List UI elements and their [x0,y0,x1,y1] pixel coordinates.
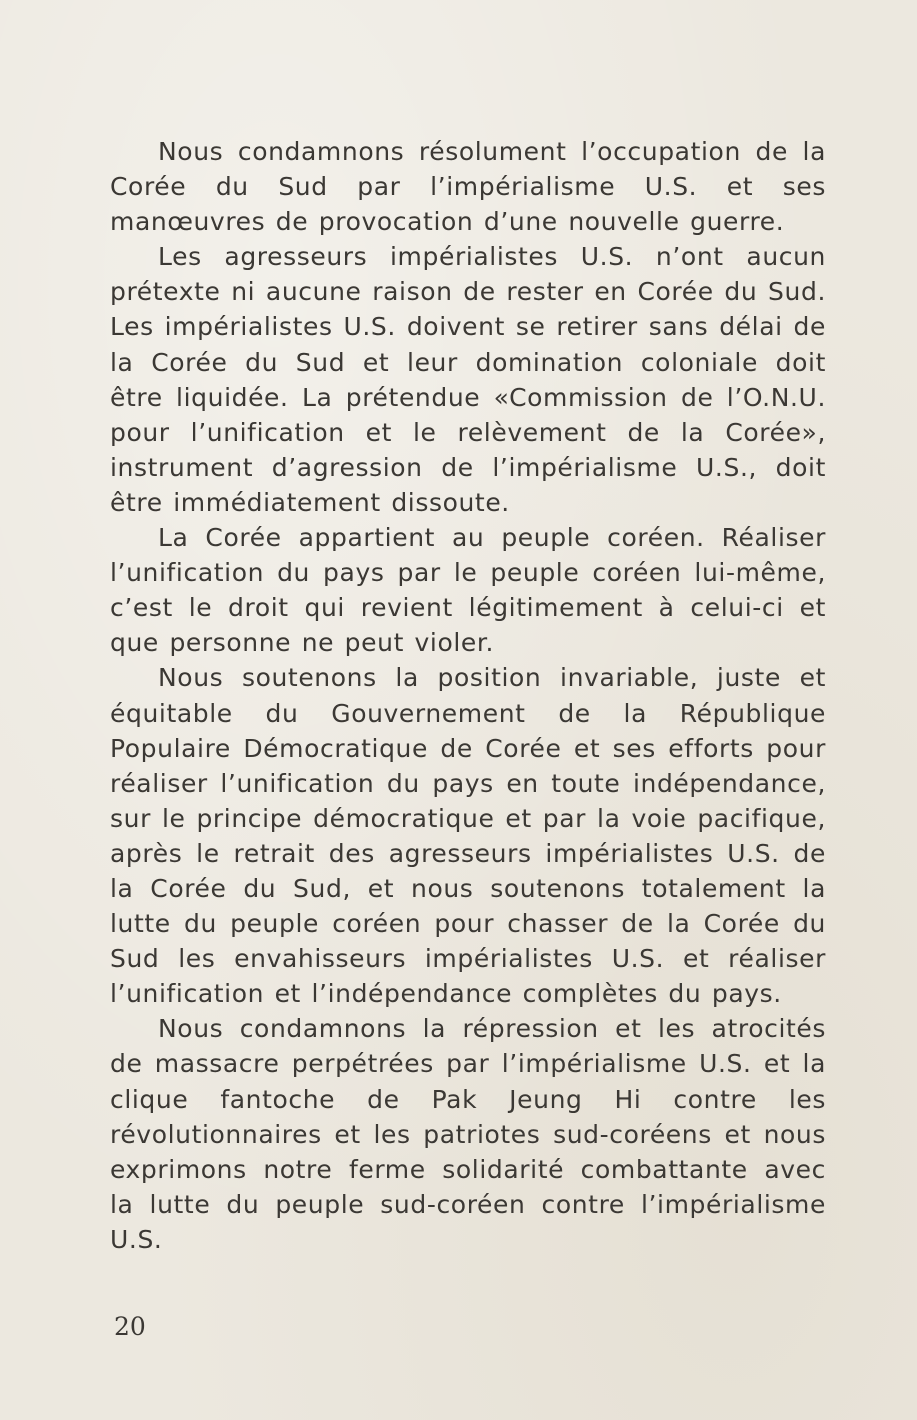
page-number: 20 [114,1312,146,1341]
paragraph-4: Nous soutenons la position invariable, juste et équitable du Gouvernement de la République Populaire Démocratique de Corée et ses efforts pour réaliser l’unification du pays en toute indépendance, sur le principe démocratique et par la voie pacifique, après le retrait des agresseurs impérialistes U.S. de la Corée du Sud, et nous soutenons totalement la lutte du peuple coréen pour chasser de la Corée du Sud les envahisseurs impérialistes U.S. et réaliser l’unification et l’indépendance complètes du pays. [110,663,826,1009]
body-text [110,134,826,1257]
paragraph-5: Nous condamnons la répression et les atrocités de massacre perpétrées par l’impérialisme U.S. et la clique fantoche de Pak Jeung Hi contre les révolutionnaires et les patriotes sud-coréens et nous exprimons notre ferme solidarité combattante avec la lutte du peuple sud-coréen contre l’impérialisme U.S. [110,1014,826,1254]
paragraph-1: Nous condamnons résolument l’occupation de la Corée du Sud par l’impérialisme U.S. et ses manœuvres de provocation d’une nouvelle guerre. [110,137,826,237]
paragraph-2: Les agresseurs impérialistes U.S. n’ont aucun prétexte ni aucune raison de rester en Corée du Sud. Les impérialistes U.S. doivent se retirer sans délai de la Corée du Sud et leur domination coloniale doit être liquidée. La prétendue «Commission de l’O.N.U. pour l’unification et le relèvement de la Corée», instrument d’agression de l’impérialisme U.S., doit être immédiatement dissoute. [110,242,826,517]
paragraph-3: La Corée appartient au peuple coréen. Réaliser l’unification du pays par le peuple coréen lui-même, c’est le droit qui revient légitimement à celui-ci et que personne ne peut violer. [110,523,826,658]
